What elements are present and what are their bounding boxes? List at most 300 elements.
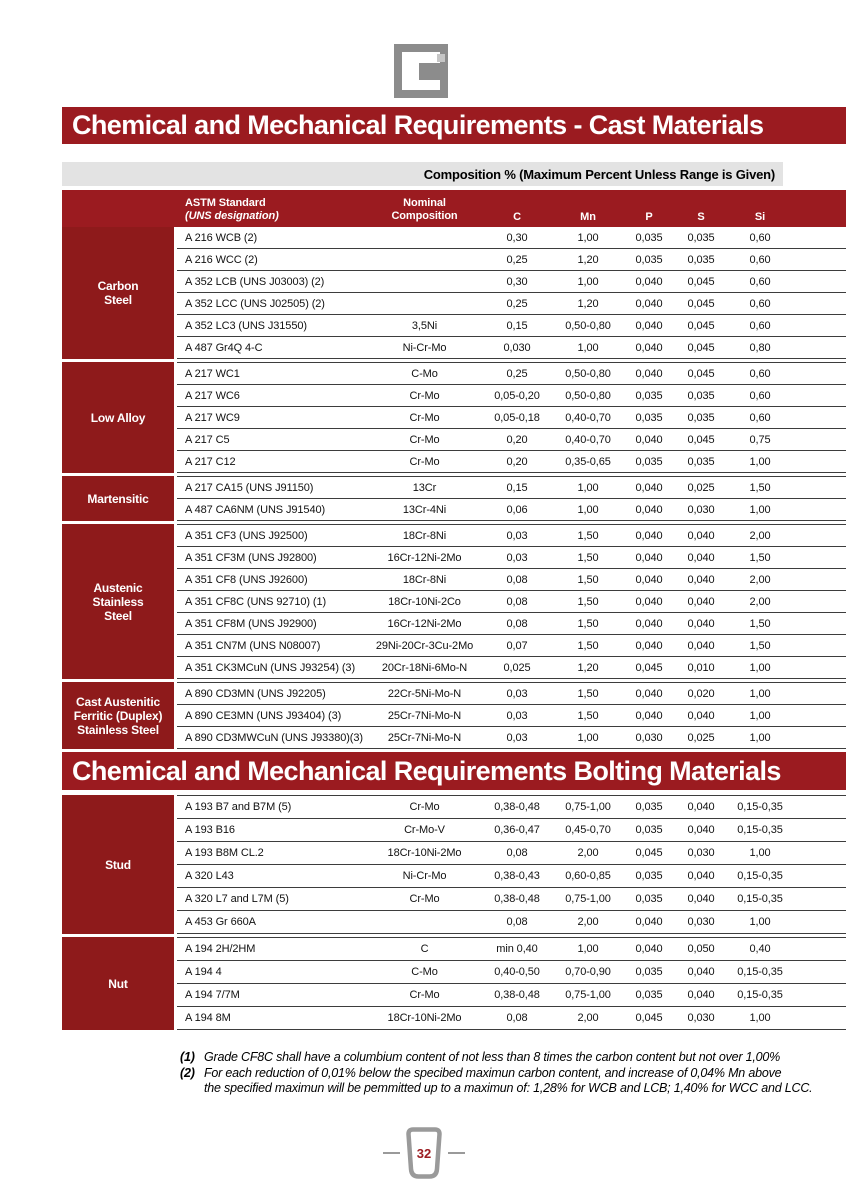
astm-cell: A 352 LC3 (UNS J31550) [185,319,307,332]
page-number-badge [404,1127,444,1179]
c-cell: 0,03 [506,709,528,722]
nominal-cell: Ni-Cr-Mo [402,341,447,354]
table-row [177,293,846,315]
s-cell: 0,045 [687,297,715,310]
nominal-cell: 29Ni-20Cr-3Cu-2Mo [375,639,474,652]
s-cell: 0,040 [687,709,715,722]
category-label: Steel [104,293,132,307]
p-cell: 0,045 [635,847,663,859]
c-cell: 0,08 [506,595,528,608]
si-cell: 1,00 [749,503,771,516]
s-cell: 0,035 [687,455,715,468]
element-header-si: Si [754,211,766,223]
table-row [177,613,846,635]
footer-right-line [448,1152,465,1154]
nominal-cell: 22Cr-5Ni-Mo-N [387,687,462,700]
category-cell [62,362,174,473]
si-cell: 1,00 [749,1012,771,1024]
category-label: Martensitic [87,491,149,506]
c-cell: min 0,40 [496,943,538,955]
material-group [62,227,846,359]
astm-cell: A 890 CD3MN (UNS J92205) [185,687,326,700]
category-cell [62,937,174,1030]
nominal-cell: 25Cr-7Ni-Mo-N [387,709,462,722]
si-cell: 1,50 [749,481,771,494]
astm-cell: A 352 LCB (UNS J03003) (2) [185,275,325,288]
mn-cell: 0,70-0,90 [565,966,611,978]
nominal-cell: C-Mo [411,966,438,978]
group-rows [177,682,846,749]
category-label: Carbon [97,279,139,293]
c-cell: 0,36-0,47 [494,824,540,836]
si-cell: 0,60 [749,389,771,402]
si-cell: 0,15-0,35 [737,966,783,978]
s-cell: 0,035 [687,411,715,424]
mn-cell: 1,20 [577,661,599,674]
table-row [177,315,846,337]
table-row [177,727,846,749]
table-row [177,796,846,819]
si-cell: 2,00 [749,595,771,608]
table-row [177,385,846,407]
astm-cell: A 217 WC6 [185,389,240,402]
p-cell: 0,040 [635,617,663,630]
group-rows [177,476,846,521]
si-cell: 0,60 [749,319,771,332]
nominal-cell: 18Cr-8Ni [402,529,447,542]
composition-note: Composition % (Maximum Percent Unless Range is Given) [62,162,783,186]
p-cell: 0,045 [635,661,663,674]
nominal-cell: C [420,943,429,955]
c-cell: 0,025 [503,661,531,674]
astm-cell: A 351 CF3M (UNS J92800) [185,551,317,564]
s-cell: 0,020 [687,687,715,700]
footnote-text [204,1050,846,1066]
nominal-cell: Ni-Cr-Mo [402,870,447,882]
group-rows [177,362,846,473]
p-cell: 0,035 [635,253,663,266]
nominal-cell: 18Cr-10Ni-2Co [388,595,461,608]
p-cell: 0,040 [635,275,663,288]
category-label: Cast Austenitic [76,694,160,709]
si-cell: 0,80 [749,341,771,354]
si-cell: 0,15-0,35 [737,824,783,836]
astm-cell: A 217 WC1 [185,367,240,380]
nominal-cell: Cr-Mo [409,389,440,402]
c-cell: 0,05-0,18 [494,411,540,424]
nominal-cell: 20Cr-18Ni-6Mo-N [381,661,468,674]
table-row [177,227,846,249]
table-row [177,477,846,499]
mn-cell: 1,50 [577,573,599,586]
c-cell: 0,08 [506,573,528,586]
mn-cell: 0,40-0,70 [565,411,611,424]
s-cell: 0,030 [687,847,715,859]
p-cell: 0,035 [635,389,663,402]
category-label: Low Alloy [90,410,146,425]
nominal-cell: 13Cr-4Ni [402,503,447,516]
nominal-cell: 18Cr-10Ni-2Mo [387,847,462,859]
cast-materials-table [62,227,846,752]
table-row [177,591,846,613]
c-cell: 0,25 [506,297,528,310]
c-cell: 0,03 [506,731,528,744]
s-cell: 0,040 [687,595,715,608]
c-cell: 0,15 [506,481,528,494]
table-row [177,1007,846,1030]
category-cell [62,795,174,934]
mn-cell: 1,00 [577,341,599,354]
footnote-line: Grade CF8C shall have a columbium content of not less than 8 times the carbon content but not over 1,00% [204,1050,781,1064]
table-row [177,525,846,547]
footnote-marker: (1) [180,1050,195,1064]
group-rows [177,795,846,934]
c-cell: 0,38-0,48 [494,989,540,1001]
p-cell: 0,040 [635,367,663,380]
material-group [62,795,846,934]
s-cell: 0,035 [687,231,715,244]
table-row [177,911,846,934]
astm-cell: A 487 Gr4Q 4-C [185,341,263,354]
mn-cell: 1,00 [577,275,599,288]
footnote-text [204,1066,846,1097]
element-header-c: C [513,211,521,223]
mn-cell: 1,00 [577,731,599,744]
table-row [177,961,846,984]
p-cell: 0,035 [635,824,663,836]
astm-cell: A 194 4 [185,966,222,978]
category-label: Ferritic (Duplex) [73,708,163,723]
category-label: Stainless [92,594,144,609]
p-cell: 0,040 [635,341,663,354]
p-cell: 0,040 [635,503,663,516]
table-row [177,451,846,473]
astm-cell: A 352 LCC (UNS J02505) (2) [185,297,325,310]
s-cell: 0,040 [687,870,715,882]
category-label: Stud [105,857,131,872]
s-cell: 0,025 [687,481,715,494]
cast-materials-title: Chemical and Mechanical Requirements - Cast Materials [62,107,846,144]
astm-standard-header [177,190,367,227]
category-cell [62,227,174,359]
table-row [177,249,846,271]
astm-cell: A 194 2H/2HM [185,943,256,955]
s-cell: 0,045 [687,275,715,288]
group-rows [177,524,846,679]
c-cell: 0,38-0,48 [494,893,540,905]
mn-cell: 2,00 [577,847,599,859]
c-cell: 0,38-0,48 [494,801,540,813]
mn-cell: 1,50 [577,551,599,564]
p-cell: 0,040 [635,529,663,542]
mn-cell: 2,00 [577,916,599,928]
nominal-cell: Cr-Mo [409,411,440,424]
astm-cell: A 890 CD3MWCuN (UNS J93380)(3) [185,731,363,744]
category-label: Nut [108,976,128,991]
mn-cell: 1,00 [577,481,599,494]
p-cell: 0,035 [635,455,663,468]
mn-cell: 0,50-0,80 [565,367,611,380]
astm-header-line1: ASTM Standard [185,197,266,209]
astm-header-line2: (UNS designation) [185,210,279,222]
astm-cell: A 217 C12 [185,455,236,468]
category-cell [62,682,174,749]
p-cell: 0,040 [635,639,663,652]
s-cell: 0,045 [687,433,715,446]
mn-cell: 2,00 [577,1012,599,1024]
table-row [177,888,846,911]
mn-cell: 0,50-0,80 [565,389,611,402]
astm-cell: A 351 CK3MCuN (UNS J93254) (3) [185,661,356,674]
nominal-cell: Cr-Mo [409,433,440,446]
bolting-materials-table [62,795,846,1033]
si-cell: 0,15-0,35 [737,870,783,882]
mn-cell: 0,75-1,00 [565,989,611,1001]
p-cell: 0,035 [635,966,663,978]
table-row [177,657,846,679]
category-label: Stainless Steel [77,722,159,737]
s-cell: 0,040 [687,989,715,1001]
s-cell: 0,030 [687,916,715,928]
c-cell: 0,03 [506,551,528,564]
nominal-cell: 13Cr [412,481,437,494]
s-cell: 0,040 [687,893,715,905]
table-row [177,363,846,385]
si-cell: 1,00 [749,731,771,744]
table-row [177,499,846,521]
s-cell: 0,035 [687,389,715,402]
si-cell: 1,50 [749,639,771,652]
c-cell: 0,20 [506,455,528,468]
mn-cell: 0,45-0,70 [565,824,611,836]
s-cell: 0,045 [687,319,715,332]
table-row [177,337,846,359]
nominal-cell: Cr-Mo [409,801,440,813]
nominal-header-line2: Composition [391,210,458,222]
astm-cell: A 487 CA6NM (UNS J91540) [185,503,326,516]
nominal-cell: Cr-Mo [409,893,440,905]
p-cell: 0,040 [635,709,663,722]
element-header-p: P [645,211,653,223]
brand-logo-icon [394,44,448,98]
footnote [180,1066,846,1097]
astm-cell: A 217 WC9 [185,411,240,424]
element-header-mn: Mn [580,211,596,223]
mn-cell: 1,50 [577,709,599,722]
si-cell: 1,00 [749,916,771,928]
astm-cell: A 351 CF8C (UNS 92710) (1) [185,595,327,608]
mn-cell: 0,35-0,65 [565,455,611,468]
mn-cell: 1,00 [577,503,599,516]
table-row [177,547,846,569]
mn-cell: 1,50 [577,639,599,652]
s-cell: 0,040 [687,966,715,978]
table-row [177,429,846,451]
nominal-cell: Cr-Mo [409,989,440,1001]
mn-cell: 1,20 [577,297,599,310]
s-cell: 0,040 [687,824,715,836]
astm-cell: A 194 7/7M [185,989,240,1001]
c-cell: 0,03 [506,687,528,700]
mn-cell: 1,50 [577,687,599,700]
s-cell: 0,045 [687,341,715,354]
si-cell: 1,50 [749,617,771,630]
page-number: 32 [416,1146,432,1161]
c-cell: 0,30 [506,275,528,288]
nominal-cell: 3,5Ni [411,319,438,332]
table-row [177,819,846,842]
p-cell: 0,040 [635,319,663,332]
s-cell: 0,010 [687,661,715,674]
c-cell: 0,38-0,43 [494,870,540,882]
mn-cell: 1,20 [577,253,599,266]
si-cell: 1,00 [749,661,771,674]
p-cell: 0,040 [635,595,663,608]
s-cell: 0,045 [687,367,715,380]
registered-mark-icon [437,54,445,62]
nominal-composition-header [367,190,482,227]
c-cell: 0,07 [506,639,528,652]
astm-cell: A 320 L7 and L7M (5) [185,893,289,905]
c-cell: 0,03 [506,529,528,542]
s-cell: 0,040 [687,529,715,542]
mn-cell: 1,00 [577,231,599,244]
table-header-row [62,190,846,227]
astm-cell: A 351 CF3 (UNS J92500) [185,529,308,542]
nominal-cell: C-Mo [411,367,438,380]
p-cell: 0,035 [635,411,663,424]
material-group [62,476,846,521]
s-cell: 0,035 [687,253,715,266]
p-cell: 0,035 [635,989,663,1001]
p-cell: 0,035 [635,801,663,813]
logo-g-block [419,63,440,80]
table-row [177,635,846,657]
c-cell: 0,06 [506,503,528,516]
p-cell: 0,030 [635,731,663,744]
p-cell: 0,040 [635,297,663,310]
category-label: Austenic [93,580,143,595]
si-cell: 1,00 [749,847,771,859]
astm-cell: A 193 B7 and B7M (5) [185,801,292,813]
p-cell: 0,040 [635,916,663,928]
s-cell: 0,030 [687,503,715,516]
nominal-cell: Cr-Mo-V [404,824,445,836]
table-row [177,865,846,888]
bolting-materials-title: Chemical and Mechanical Requirements Bolting Materials [62,752,846,790]
table-row [177,938,846,961]
s-cell: 0,040 [687,551,715,564]
astm-cell: A 453 Gr 660A [185,916,256,928]
p-cell: 0,045 [635,1012,663,1024]
footnote [180,1050,846,1066]
p-cell: 0,040 [635,551,663,564]
element-header-s: S [697,211,705,223]
footer-left-line [383,1152,400,1154]
astm-cell: A 216 WCB (2) [185,231,258,244]
si-cell: 2,00 [749,529,771,542]
nominal-cell: 25Cr-7Ni-Mo-N [387,731,462,744]
si-cell: 0,60 [749,253,771,266]
si-cell: 1,00 [749,709,771,722]
mn-cell: 0,50-0,80 [565,319,611,332]
si-cell: 1,00 [749,687,771,700]
category-cell [62,476,174,521]
s-cell: 0,025 [687,731,715,744]
nominal-cell: 18Cr-10Ni-2Mo [387,1012,462,1024]
table-row [177,984,846,1007]
nominal-header-line1: Nominal [403,197,446,209]
mn-cell: 1,50 [577,617,599,630]
astm-cell: A 890 CE3MN (UNS J93404) (3) [185,709,342,722]
s-cell: 0,050 [687,943,715,955]
si-cell: 0,15-0,35 [737,801,783,813]
c-cell: 0,08 [506,1012,528,1024]
mn-cell: 0,75-1,00 [565,801,611,813]
c-cell: 0,05-0,20 [494,389,540,402]
c-cell: 0,25 [506,367,528,380]
c-cell: 0,08 [506,847,528,859]
s-cell: 0,040 [687,573,715,586]
si-cell: 0,40 [749,943,771,955]
c-cell: 0,15 [506,319,528,332]
p-cell: 0,040 [635,943,663,955]
s-cell: 0,040 [687,801,715,813]
c-cell: 0,08 [506,916,528,928]
page-footer [0,1126,848,1180]
c-cell: 0,25 [506,253,528,266]
p-cell: 0,040 [635,573,663,586]
astm-cell: A 217 CA15 (UNS J91150) [185,481,314,494]
si-cell: 0,60 [749,367,771,380]
footnotes [180,1050,846,1097]
material-group [62,524,846,679]
table-row [177,842,846,865]
si-cell: 0,60 [749,231,771,244]
c-cell: 0,40-0,50 [494,966,540,978]
category-cell [62,524,174,679]
si-cell: 0,60 [749,411,771,424]
mn-cell: 1,50 [577,595,599,608]
material-group [62,362,846,473]
p-cell: 0,035 [635,231,663,244]
p-cell: 0,035 [635,870,663,882]
s-cell: 0,040 [687,617,715,630]
material-group [62,937,846,1030]
nominal-cell: Cr-Mo [409,455,440,468]
category-header-spacer [62,190,177,227]
si-cell: 2,00 [749,573,771,586]
astm-cell: A 320 L43 [185,870,234,882]
astm-cell: A 351 CF8 (UNS J92600) [185,573,308,586]
si-cell: 0,15-0,35 [737,989,783,1001]
table-row [177,271,846,293]
astm-cell: A 193 B16 [185,824,235,836]
astm-cell: A 351 CF8M (UNS J92900) [185,617,317,630]
astm-cell: A 216 WCC (2) [185,253,258,266]
nominal-cell: 16Cr-12Ni-2Mo [387,551,462,564]
nominal-cell: 18Cr-8Ni [402,573,447,586]
table-row [177,569,846,591]
si-cell: 0,60 [749,297,771,310]
astm-cell: A 351 CN7M (UNS N08007) [185,639,321,652]
si-cell: 1,50 [749,551,771,564]
mn-cell: 1,00 [577,943,599,955]
p-cell: 0,040 [635,433,663,446]
astm-cell: A 217 C5 [185,433,230,446]
p-cell: 0,035 [635,893,663,905]
s-cell: 0,040 [687,639,715,652]
